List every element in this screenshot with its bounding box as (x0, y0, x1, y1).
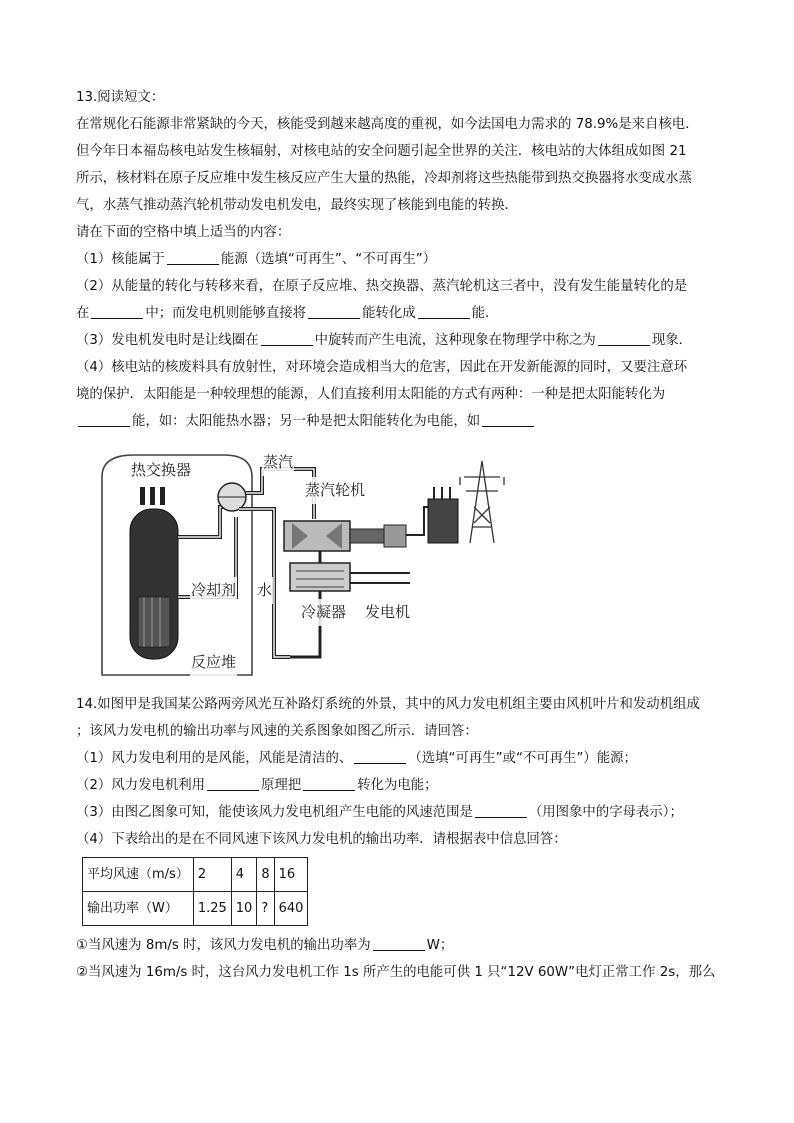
control-rod (150, 487, 155, 505)
answer-blank[interactable] (418, 304, 470, 319)
coolant-pipe (178, 507, 226, 537)
table-cell: 16 (274, 858, 308, 892)
q13-p3-text-c: 现象． (651, 333, 692, 348)
q13-part-2-line-2 (76, 300, 726, 327)
table-cell: 1.25 (193, 892, 231, 926)
label-coolant: 冷却剂 (190, 577, 237, 604)
answer-blank[interactable] (598, 331, 650, 346)
q14-p2-text-b: 原理把 (261, 778, 302, 793)
answer-blank[interactable] (207, 776, 259, 791)
answer-blank[interactable] (261, 331, 313, 346)
label-water: 水 (256, 577, 273, 604)
nuclear-plant-diagram (94, 447, 514, 679)
wind-power-table (82, 857, 308, 926)
q13-p1-text-b: 能源（选填“可再生”、“不可再生”） (220, 252, 437, 267)
q14-p1-text-a: （1）风力发电利用的是风能，风能是清洁的、 (76, 751, 353, 766)
q14-s1-text-b: W； (426, 938, 454, 953)
label-generator: 发电机 (364, 599, 411, 626)
fuel-rods (138, 597, 170, 647)
table-row (83, 892, 308, 926)
table-cell: 10 (231, 892, 257, 926)
q13-part-3 (76, 327, 726, 354)
q13-part-4-line-2: 境的保护．太阳能是一种较理想的能源，人们直接利用太阳能的方式有两种：一种是把太阳能转化为 (76, 387, 666, 402)
q14-sub-2: ②当风速为 16m/s 时，这台风力发电机工作 1s 所产生的电能可供 1 只“12V 60W”电灯正常工作 2s，那么 (76, 965, 716, 980)
q13-instruction: 请在下面的空格中填上适当的内容： (76, 225, 291, 240)
q14-p2-text-a: （2）风力发电机利用 (76, 778, 206, 793)
q14-line-1: 14.如图甲是我国某公路两旁风光互补路灯系统的外景，其中的风力发电机组主要由风机叶片和发动机组成 (76, 697, 700, 712)
answer-blank[interactable] (91, 304, 143, 319)
label-turbine: 蒸汽轮机 (304, 477, 366, 504)
q13-part-4-line-3 (76, 408, 726, 435)
q14-p2-text-c: 转化为电能； (357, 778, 438, 793)
q13-p2-text-c: 能转化成 (362, 306, 416, 321)
q14-part-1 (76, 745, 726, 772)
table-header-cell: 平均风速（m/s） (83, 858, 194, 892)
label-steam: 蒸汽 (262, 449, 294, 476)
answer-blank[interactable] (373, 936, 425, 951)
control-rod (140, 487, 145, 505)
q13-p2-text-b: 中；而发电机则能够直接将 (145, 306, 307, 321)
q13-p2-text-a: 在 (76, 306, 90, 321)
q13-p1-text-a: （1）核能属于 (76, 252, 165, 267)
q14-s1-text-a: ①当风速为 8m/s 时，该风力发电机的输出功率为 (76, 938, 371, 953)
q13-para-line-4: 气，水蒸气推动蒸汽轮机带动发电机发电，最终实现了核能到电能的转换． (76, 198, 518, 213)
label-reactor: 反应堆 (190, 649, 237, 676)
q13-p3-text-a: （3）发电机发电时是让线圈在 (76, 333, 259, 348)
generator-unit (428, 499, 458, 543)
q13-part-4-line-1: （4）核电站的核废料具有放射性，对环境会造成相当大的危害，因此在开发新能源的同时，又要注意环 (76, 360, 688, 375)
q13-title: 13.阅读短文： (76, 90, 165, 105)
cooling-water-line (350, 573, 410, 583)
q14-p3-text-a: （3）由图乙图象可知，能使该风力发电机组产生电能的风速范围是 (76, 805, 473, 820)
answer-blank[interactable] (167, 250, 219, 265)
q14-sub-1 (76, 932, 726, 959)
q14-line-2: ；该风力发电机的输出功率与风速的关系图象如图乙所示．请回答： (76, 724, 478, 739)
q13-part-2-line-1: （2）从能量的转化与转移来看，在原子反应堆、热交换器、蒸汽轮机这三者中，没有发生能量转化的是 (76, 279, 688, 294)
answer-blank[interactable] (303, 776, 355, 791)
q14-part-2 (76, 772, 726, 799)
q13-p2-text-d: 能． (471, 306, 499, 321)
q13-para-line-3: 所示，核材料在原子反应堆中发生核反应产生大量的热能，冷却剂将这些热能带到热交换器将水变成水蒸 (76, 171, 692, 186)
table-cell: 2 (193, 858, 231, 892)
label-heat-exchanger: 热交换器 (130, 457, 192, 484)
worksheet (76, 84, 726, 986)
q13-part-1 (76, 246, 726, 273)
q13-para-line-1: 在常规化石能源非常紧缺的今天，核能受到越来越高度的重视，如今法国电力需求的 78.9%是来自核电． (76, 117, 699, 132)
q13-p3-text-b: 中旋转而产生电流，这种现象在物理学中称之为 (314, 333, 596, 348)
answer-blank[interactable] (475, 803, 527, 818)
table-row (83, 858, 308, 892)
power-tower (460, 461, 504, 543)
q13-para-line-2: 但今年日本福岛核电站发生核辐射，对核电站的安全问题引起全世界的关注．核电站的大体组成如图 21 (76, 144, 687, 159)
q14-part-3 (76, 799, 726, 826)
q13-p4-text-a: 能，如：太阳能热水器；另一种是把太阳能转化为电能，如 (132, 414, 481, 429)
answer-blank[interactable] (354, 749, 406, 764)
table-header-cell: 输出功率（W） (83, 892, 194, 926)
answer-blank[interactable] (482, 412, 534, 427)
answer-blank[interactable] (308, 304, 360, 319)
table-cell: ? (257, 892, 274, 926)
table-cell: 4 (231, 858, 257, 892)
control-rod (160, 487, 165, 505)
q14-p3-text-b: （用图象中的字母表示）； (528, 805, 683, 820)
answer-blank[interactable] (78, 412, 130, 427)
q14-part-4: （4）下表给出的是在不同风速下该风力发电机的输出功率．请根据表中信息回答： (76, 832, 567, 847)
table-cell: 640 (274, 892, 308, 926)
q14-p1-text-b: （选填“可再生”或“不可再生”）能源； (408, 751, 637, 766)
table-cell: 8 (257, 858, 274, 892)
question-14 (76, 691, 726, 986)
label-condenser: 冷凝器 (300, 599, 347, 626)
